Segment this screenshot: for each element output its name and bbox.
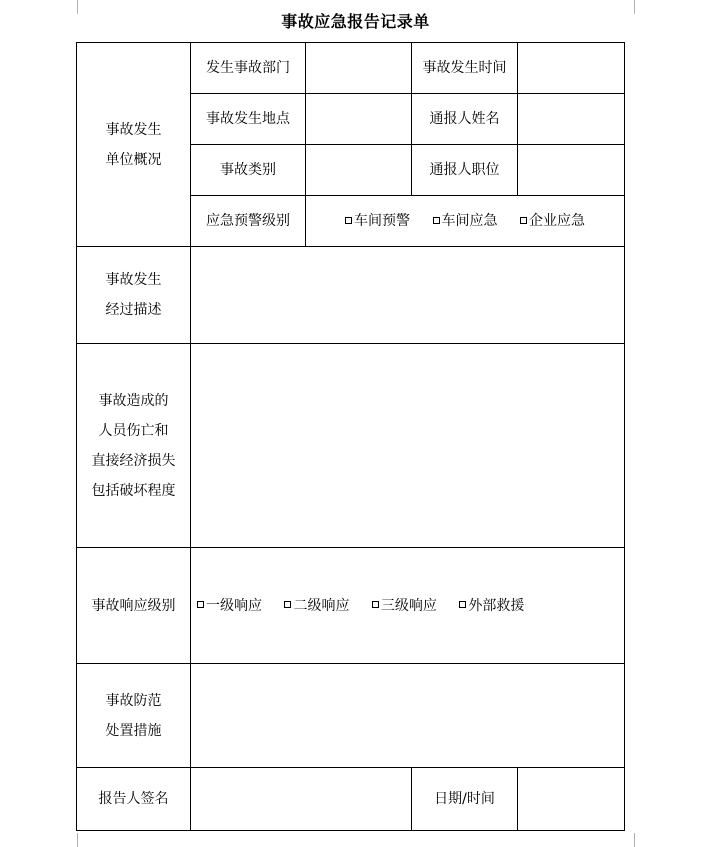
losses-label-line: 事故造成的 (98, 392, 169, 409)
losses-label-line: 直接经济损失 (91, 452, 176, 469)
location-field[interactable] (306, 94, 412, 145)
checkbox[interactable] (433, 217, 440, 224)
report-form-table (76, 42, 625, 831)
type-field[interactable] (306, 145, 412, 196)
dept-label: 发生事故部门 (191, 43, 306, 94)
signature-label: 报告人签名 (77, 768, 191, 831)
warning-level-options (306, 196, 625, 247)
checkbox[interactable] (284, 601, 291, 608)
response-option-level2[interactable]: 二级响应 (284, 591, 349, 621)
date-time-label: 日期/时间 (412, 768, 518, 831)
losses-label-line: 人员伤亡和 (98, 422, 169, 439)
time-label: 事故发生时间 (412, 43, 518, 94)
overview-label-line2: 单位概况 (105, 151, 162, 168)
location-label: 事故发生地点 (191, 94, 306, 145)
checkbox[interactable] (520, 217, 527, 224)
page-corner-mark (634, 833, 649, 847)
response-level-options (191, 548, 625, 664)
response-option-level3[interactable]: 三级响应 (372, 591, 437, 621)
response-option-external[interactable]: 外部救援 (459, 591, 524, 621)
dept-field[interactable] (306, 43, 412, 94)
overview-label-line1: 事故发生 (105, 121, 162, 138)
response-level-label: 事故响应级别 (77, 548, 191, 664)
process-label-line1: 事故发生 (105, 272, 162, 288)
signature-field[interactable] (191, 768, 412, 831)
prevention-measures-field[interactable] (191, 664, 625, 768)
warning-level-label: 应急预警级别 (191, 196, 306, 247)
reporter-position-field[interactable] (518, 145, 625, 196)
prevention-label-line2: 处置措施 (105, 722, 162, 739)
page-corner-mark (63, 833, 78, 847)
form-title: 事故应急报告记录单 (281, 12, 430, 31)
checkbox[interactable] (459, 601, 466, 608)
reporter-position-label: 通报人职位 (412, 145, 518, 196)
process-description-field[interactable] (191, 247, 625, 344)
warning-option-enterprise-emergency[interactable]: 企业应急 (520, 206, 585, 236)
reporter-name-field[interactable] (518, 94, 625, 145)
process-section-label (77, 247, 191, 344)
reporter-name-label: 通报人姓名 (412, 94, 518, 145)
checkbox[interactable] (372, 601, 379, 608)
prevention-label-line1: 事故防范 (105, 692, 162, 709)
warning-option-workshop-emergency[interactable]: 车间应急 (433, 206, 498, 236)
date-time-field[interactable] (518, 768, 625, 831)
checkbox[interactable] (197, 601, 204, 608)
response-option-level1[interactable]: 一级响应 (197, 591, 262, 621)
type-label: 事故类别 (191, 145, 306, 196)
losses-description-field[interactable] (191, 344, 625, 548)
prevention-section-label (77, 664, 191, 768)
losses-label-line: 包括破坏程度 (91, 482, 176, 499)
warning-option-workshop-warning[interactable]: 车间预警 (345, 206, 410, 236)
overview-section-label (77, 43, 191, 247)
losses-section-label (77, 344, 191, 548)
time-field[interactable] (518, 43, 625, 94)
process-label-line2: 经过描述 (105, 302, 162, 318)
checkbox[interactable] (345, 217, 352, 224)
